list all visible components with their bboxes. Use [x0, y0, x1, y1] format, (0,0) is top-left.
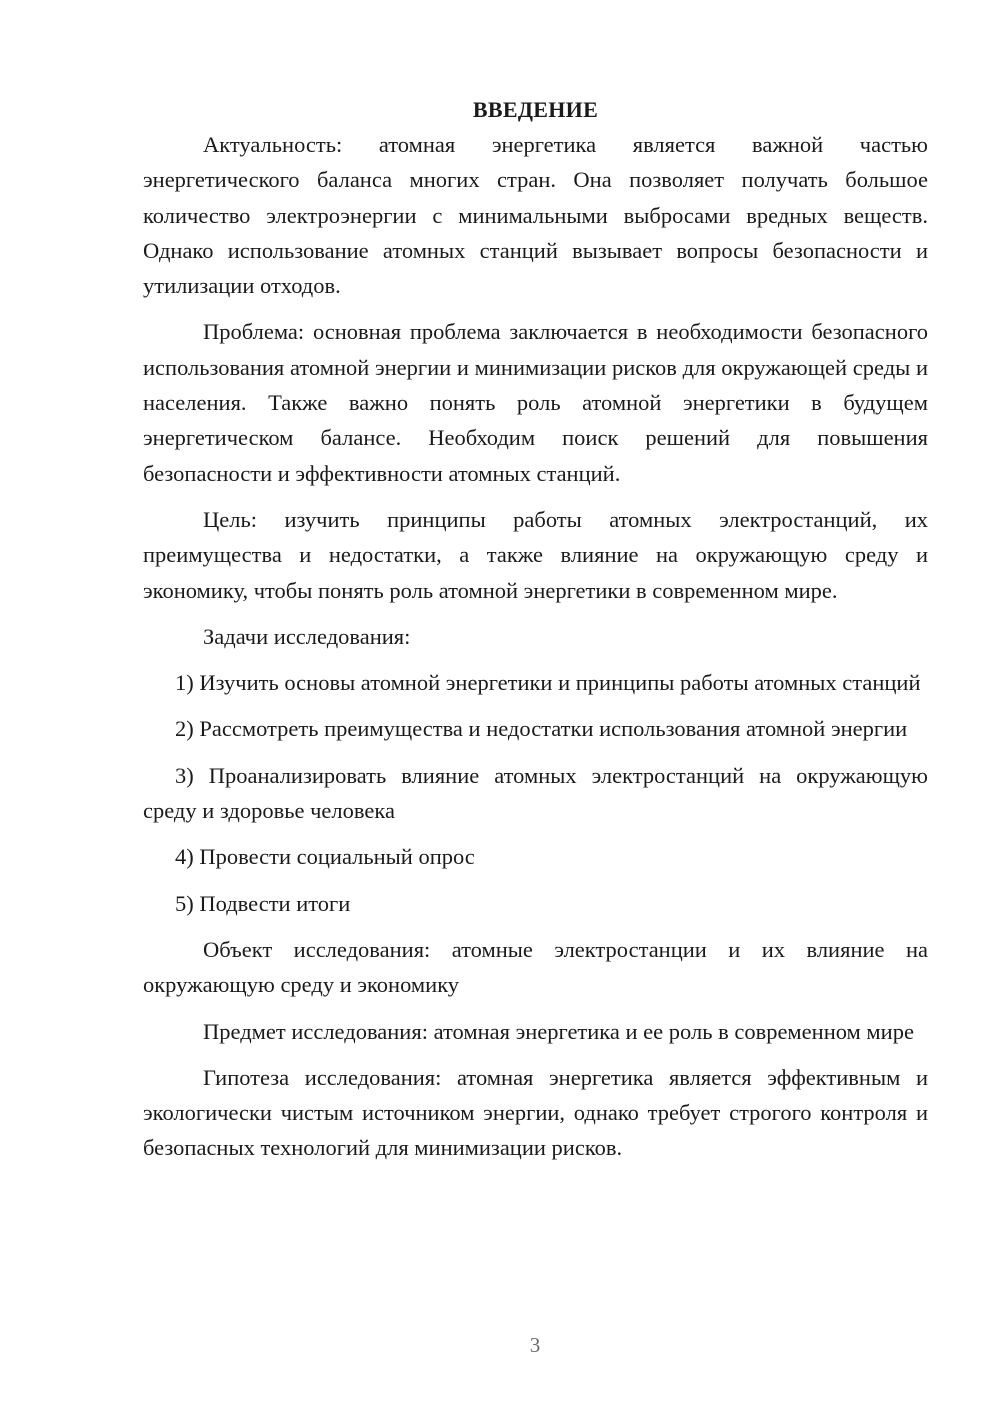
page-content	[143, 92, 928, 1166]
paragraph-problem: Проблема: основная проблема заключается в необходимости безопасного использования атомной энергии и минимизации рисков для окружающей среды и населения. Также важно понять роль атомной энергетики в будущем энергетическом балансе. Необходим поиск решений для повышения безопасности и эффективности атомных станций.	[143, 319, 928, 486]
paragraph-hypothesis: Гипотеза исследования: атомная энергетика является эффективным и экологически чистым источником энергии, однако требует строгого контроля и безопасных технологий для минимизации рисков.	[143, 1064, 928, 1161]
paragraph-relevance: Актуальность: атомная энергетика является важной частью энергетического баланса многих стран. Она позволяет получать большое количество электроэнергии с минимальными выбросами вредных веществ. Однако использование атомных станций вызывает вопросы безопасности и утилизации отходов.	[143, 132, 928, 299]
task-item-2: 2) Рассмотреть преимущества и недостатки использования атомной энергии	[175, 716, 908, 742]
paragraph-subject: Предмет исследования: атомная энергетика и ее роль в современном мире	[203, 1018, 914, 1044]
paragraph-goal: Цель: изучить принципы работы атомных электростанций, их преимущества и недостатки, а также влияние на окружающую среду и экономику, чтобы понять роль атомной энергетики в современном мире.	[143, 506, 928, 603]
page-title: ВВЕДЕНИЕ	[472, 97, 599, 122]
page-number: 3	[529, 1333, 541, 1357]
task-item-4: 4) Провести социальный опрос	[175, 844, 475, 870]
task-item-5: 5) Подвести итоги	[175, 890, 351, 916]
task-item-3: 3) Проанализировать влияние атомных электростанций на окружающую среду и здоровье человека	[143, 762, 928, 824]
tasks-heading: Задачи исследования:	[203, 623, 411, 649]
paragraph-object: Объект исследования: атомные электростанции и их влияние на окружающую среду и экономику	[143, 936, 928, 998]
task-item-1: 1) Изучить основы атомной энергетики и принципы работы атомных станций	[175, 670, 921, 696]
